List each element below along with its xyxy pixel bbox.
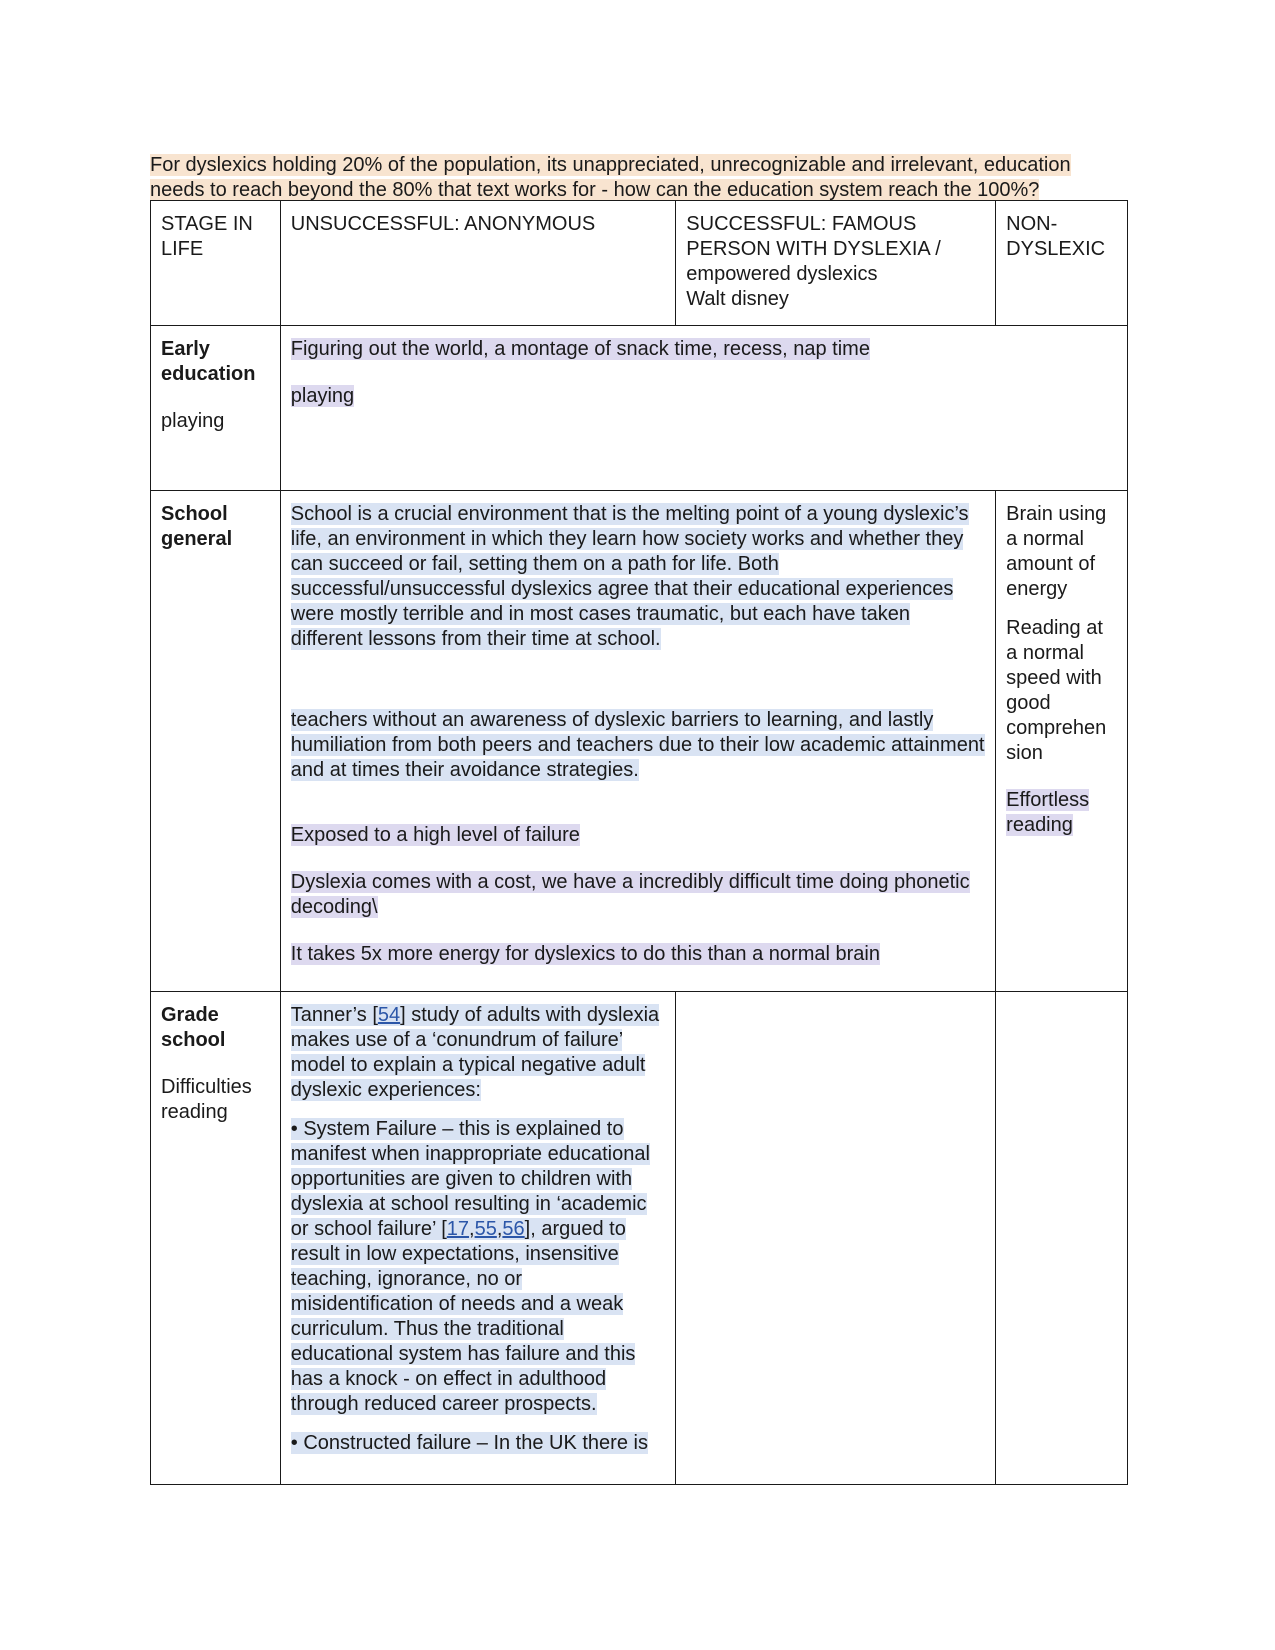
- non-dyslexic-note2: Reading at a normal speed with good comprehen sion: [1006, 617, 1107, 764]
- citation-link[interactable]: 17: [446, 1218, 470, 1240]
- table-row-early-education: [151, 326, 1128, 491]
- non-dyslexic-note3: Effortless reading: [1006, 789, 1090, 836]
- header-non-dyslexic: NON-DYSLEXIC: [996, 201, 1128, 326]
- grade-school-para3: • Constructed failure – In the UK there is: [290, 1432, 648, 1454]
- grade-school-non-dyslexic: [996, 992, 1128, 1485]
- grade-school-para2: • System Failure – this is explained to manifest when inappropriate educational opportunities are given to children with dyslexia at school resulting in ‘academic or school failure’ [17,55,56], argued to result in low expectations, insensitive teaching, ignorance, no or misidentification of needs and a weak curriculum. Thus the traditional educational system has failure and this has a knock - on effect in adulthood through reduced career prospects.: [290, 1118, 650, 1415]
- header-successful: [676, 201, 996, 326]
- school-general-para1: School is a crucial environment that is the melting point of a young dyslexic’s life, an environment in which they learn how society works and whether they can succeed or fail, setting them on a path for life. Both successful/unsuccessful dyslexics agree that their educational experiences were mostly terrible and in most cases traumatic, but each have taken different lessons from their time at school.: [290, 503, 969, 650]
- table-header-row: [151, 201, 1128, 326]
- table-row-school-general: [151, 491, 1128, 992]
- stage-cell-early-education: [151, 326, 281, 491]
- header-stage-in-life: STAGE IN LIFE: [151, 201, 281, 326]
- intro-text: For dyslexics holding 20% of the population, its unappreciated, unrecognizable and irrelevant, education needs to reach beyond the 80% that text works for - how can the education system reach the 100%?: [150, 154, 1071, 201]
- early-education-line2: playing: [290, 385, 355, 407]
- grade-school-successful: [676, 992, 996, 1485]
- stage-title: Early education: [161, 338, 256, 385]
- school-general-non-dyslexic: [996, 491, 1128, 992]
- header-successful-line2: Walt disney: [686, 288, 789, 310]
- stage-cell-grade-school: [151, 992, 281, 1485]
- stage-note: playing: [161, 410, 225, 432]
- citation-link[interactable]: 54: [377, 1004, 401, 1026]
- grade-school-unsuccessful: [280, 992, 676, 1485]
- citation-link[interactable]: 55: [474, 1218, 497, 1240]
- stage-title: Grade school: [161, 1004, 226, 1051]
- stage-cell-school-general: [151, 491, 281, 992]
- header-unsuccessful: UNSUCCESSFUL: ANONYMOUS: [280, 201, 676, 326]
- school-general-para4: Dyslexia comes with a cost, we have a incredibly difficult time doing phonetic decoding\: [290, 871, 970, 918]
- stage-note: Difficulties reading: [161, 1076, 252, 1123]
- non-dyslexic-note1: Brain using a normal amount of energy: [1006, 503, 1107, 600]
- early-education-content: [280, 326, 1127, 491]
- school-general-para2: teachers without an awareness of dyslexic barriers to learning, and lastly humiliation from both peers and teachers due to their low academic attainment and at times their avoidance strategies.: [290, 709, 985, 781]
- school-general-para3: Exposed to a high level of failure: [290, 824, 580, 846]
- citation-link[interactable]: 56: [502, 1218, 525, 1240]
- early-education-line1: Figuring out the world, a montage of snack time, recess, nap time: [290, 338, 870, 360]
- header-successful-line1: SUCCESSFUL: FAMOUS PERSON WITH DYSLEXIA / empowered dyslexics: [686, 213, 941, 285]
- school-general-para5: It takes 5x more energy for dyslexics to do this than a normal brain: [290, 943, 880, 965]
- stage-title: School general: [161, 503, 233, 550]
- intro-question: [150, 153, 1130, 203]
- grade-school-para1: Tanner’s [54] study of adults with dyslexia makes use of a ‘conundrum of failure’ model to explain a typical negative adult dyslexic experiences:: [290, 1004, 660, 1101]
- school-general-content: [280, 491, 995, 992]
- table-row-grade-school: [151, 992, 1128, 1485]
- stages-table: [150, 200, 1128, 1485]
